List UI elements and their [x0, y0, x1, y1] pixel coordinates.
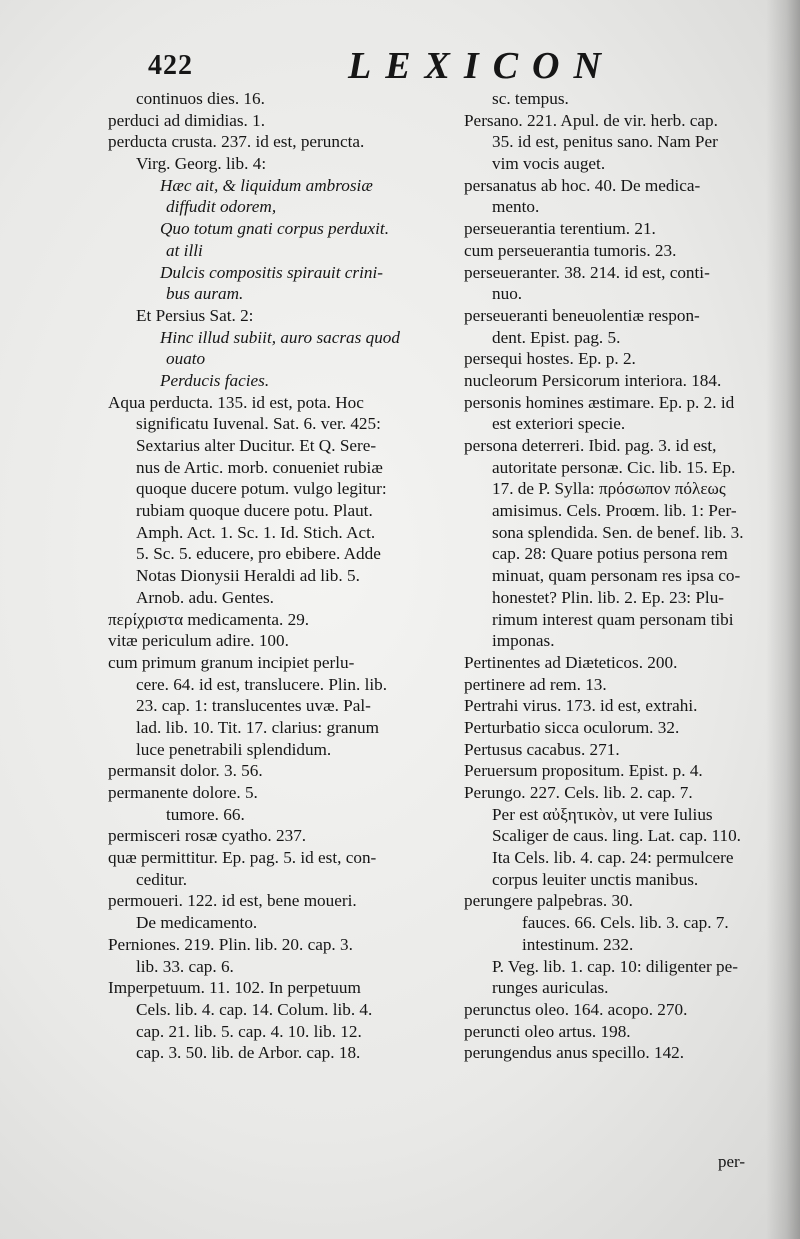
text-line: luce penetrabili splendidum.	[136, 739, 332, 759]
text-line: persanatus ab hoc. 40. De medica-	[464, 175, 701, 195]
text-line: Dulcis compositis spirauit crini-	[160, 262, 383, 282]
text-line: Cels. lib. 4. cap. 14. Colum. lib. 4.	[136, 999, 373, 1019]
text-line: significatu Iuvenal. Sat. 6. ver. 425:	[136, 414, 381, 434]
text-line: Arnob. adu. Gentes.	[136, 587, 274, 607]
text-line: Perturbatio sicca oculorum. 32.	[464, 717, 680, 737]
running-head	[0, 44, 800, 88]
text-line: cere. 64. id est, translucere. Plin. lib.	[136, 674, 388, 694]
right-column	[464, 88, 782, 1064]
text-line: cum primum granum incipiet perlu-	[108, 652, 355, 672]
text-line: rimum interest quam personam tibi	[492, 609, 734, 629]
text-line: Hæc ait, & liquidum ambrosiæ	[160, 175, 373, 195]
text-line: at illi	[166, 240, 203, 260]
text-line: ouato	[166, 349, 206, 369]
text-line: perseueranter. 38. 214. id est, conti-	[464, 262, 710, 282]
text-line: perseuerantia terentium. 21.	[464, 219, 656, 239]
text-line: 5. Sc. 5. educere, pro ebibere. Adde	[136, 544, 381, 564]
text-line: P. Veg. lib. 1. cap. 10: diligenter pe-	[492, 956, 738, 976]
text-line: 23. cap. 1: translucentes uvæ. Pal-	[136, 696, 371, 716]
text-line: Pertrahi virus. 173. id est, extrahi.	[464, 696, 698, 716]
text-line: autoritate personæ. Cic. lib. 15. Ep.	[492, 457, 736, 477]
text-line: minuat, quam personam res ipsa co-	[492, 566, 741, 586]
text-line: Et Persius Sat. 2:	[136, 305, 254, 325]
text-line: perunctus oleo. 164. acopo. 270.	[464, 999, 688, 1019]
header-title: LEXICON	[348, 45, 615, 87]
text-line: perducta crusta. 237. id est, peruncta.	[108, 132, 365, 152]
text-line: nuo.	[492, 284, 523, 304]
text-line: permansit dolor. 3. 56.	[108, 761, 263, 781]
text-line: personis homines æstimare. Ep. p. 2. id	[464, 392, 735, 412]
text-line: diffudit odorem,	[166, 197, 277, 217]
text-line: lad. lib. 10. Tit. 17. clarius: granum	[136, 717, 380, 737]
text-line: Perducis facies.	[160, 370, 270, 390]
text-line: quoque ducere potum. vulgo legitur:	[136, 479, 387, 499]
text-line: pertinere ad rem. 13.	[464, 674, 607, 694]
text-line: honestet? Plin. lib. 2. Ep. 23: Plu-	[492, 587, 725, 607]
text-line: 35. id est, penitus sano. Nam Per	[492, 132, 718, 152]
catchword: per-	[718, 1152, 746, 1171]
text-line: persequi hostes. Ep. p. 2.	[464, 349, 636, 369]
text-line: corpus leuiter unctis manibus.	[492, 869, 699, 889]
text-line: Amph. Act. 1. Sc. 1. Id. Stich. Act.	[136, 522, 376, 542]
text-line: permanente dolore. 5.	[108, 783, 258, 802]
text-line: perduci ad dimidias. 1.	[108, 110, 266, 130]
text-line: vitæ periculum adire. 100.	[108, 631, 289, 651]
text-line: permisceri rosæ cyatho. 237.	[108, 826, 307, 846]
text-line: cap. 28: Quare potius persona rem	[492, 544, 728, 564]
text-line: cum perseuerantia tumoris. 23.	[464, 240, 677, 260]
text-line: tumore. 66.	[166, 804, 245, 824]
text-line: dent. Epist. pag. 5.	[492, 327, 621, 347]
text-line: permoueri. 122. id est, bene moueri.	[108, 891, 357, 911]
text-line: ceditur.	[136, 869, 188, 889]
text-line: Peruersum propositum. Epist. p. 4.	[464, 761, 703, 781]
text-line: Imperpetuum. 11. 102. In perpetuum	[108, 978, 361, 998]
text-line: lib. 33. cap. 6.	[136, 956, 234, 976]
text-line: 17. de P. Sylla: πρόσωπον πόλεως	[492, 479, 726, 499]
text-line: Quo totum gnati corpus perduxit.	[160, 219, 389, 239]
text-line: rubiam quoque ducere potu. Plaut.	[136, 501, 373, 521]
text-line: cap. 3. 50. lib. de Arbor. cap. 18.	[136, 1043, 361, 1063]
text-line: Scaliger de caus. ling. Lat. cap. 110.	[492, 826, 741, 846]
text-line: Sextarius alter Ducitur. Et Q. Sere-	[136, 436, 377, 455]
text-line: sc. tempus.	[492, 89, 569, 108]
text-line: περίχριστα medicamenta. 29.	[108, 609, 310, 629]
text-line: persona deterreri. Ibid. pag. 3. id est,	[464, 436, 717, 455]
text-line: Pertinentes ad Diæteticos. 200.	[464, 652, 678, 672]
text-line: Notas Dionysii Heraldi ad lib. 5.	[136, 566, 360, 586]
text-line: sona splendida. Sen. de benef. lib. 3.	[492, 522, 744, 542]
text-line: Perungo. 227. Cels. lib. 2. cap. 7.	[464, 783, 693, 802]
text-line: peruncti oleo artus. 198.	[464, 1021, 631, 1041]
text-line: cap. 21. lib. 5. cap. 4. 10. lib. 12.	[136, 1021, 362, 1041]
text-line: perungendus anus specillo. 142.	[464, 1043, 685, 1063]
text-line: Aqua perducta. 135. id est, pota. Hoc	[108, 392, 364, 412]
text-line: nucleorum Persicorum interiora. 184.	[464, 370, 722, 390]
text-line: runges auriculas.	[492, 978, 609, 998]
text-line: Persano. 221. Apul. de vir. herb. cap.	[464, 110, 718, 130]
text-line: quæ permittitur. Ep. pag. 5. id est, con-	[108, 848, 377, 868]
text-line: fauces. 66. Cels. lib. 3. cap. 7.	[522, 913, 729, 933]
text-line: De medicamento.	[136, 913, 258, 933]
text-line: bus auram.	[166, 284, 244, 304]
text-line: Per est αὐξητικὸν, ut vere Iulius	[492, 804, 713, 824]
text-line: Virg. Georg. lib. 4:	[136, 154, 267, 174]
left-column	[108, 88, 458, 1064]
text-line: perungere palpebras. 30.	[464, 891, 633, 911]
text-line: Perniones. 219. Plin. lib. 20. cap. 3.	[108, 934, 353, 954]
text-line: intestinum. 232.	[522, 934, 634, 954]
text-line: imponas.	[492, 631, 555, 651]
text-line: mento.	[492, 197, 540, 217]
text-line: vim vocis auget.	[492, 154, 606, 174]
text-line: continuos dies. 16.	[136, 89, 265, 108]
text-line: est exteriori specie.	[492, 414, 626, 434]
text-line: Ita Cels. lib. 4. cap. 24: permulcere	[492, 848, 734, 868]
text-line: perseueranti beneuolentiæ respon-	[464, 305, 700, 325]
text-line: Pertusus cacabus. 271.	[464, 739, 620, 759]
page-number: 422	[148, 50, 193, 81]
text-line: Hinc illud subiit, auro sacras quod	[160, 327, 400, 347]
text-line: nus de Artic. morb. conueniet rubiæ	[136, 457, 383, 477]
text-line: amisimus. Cels. Proœm. lib. 1: Per-	[492, 501, 737, 521]
